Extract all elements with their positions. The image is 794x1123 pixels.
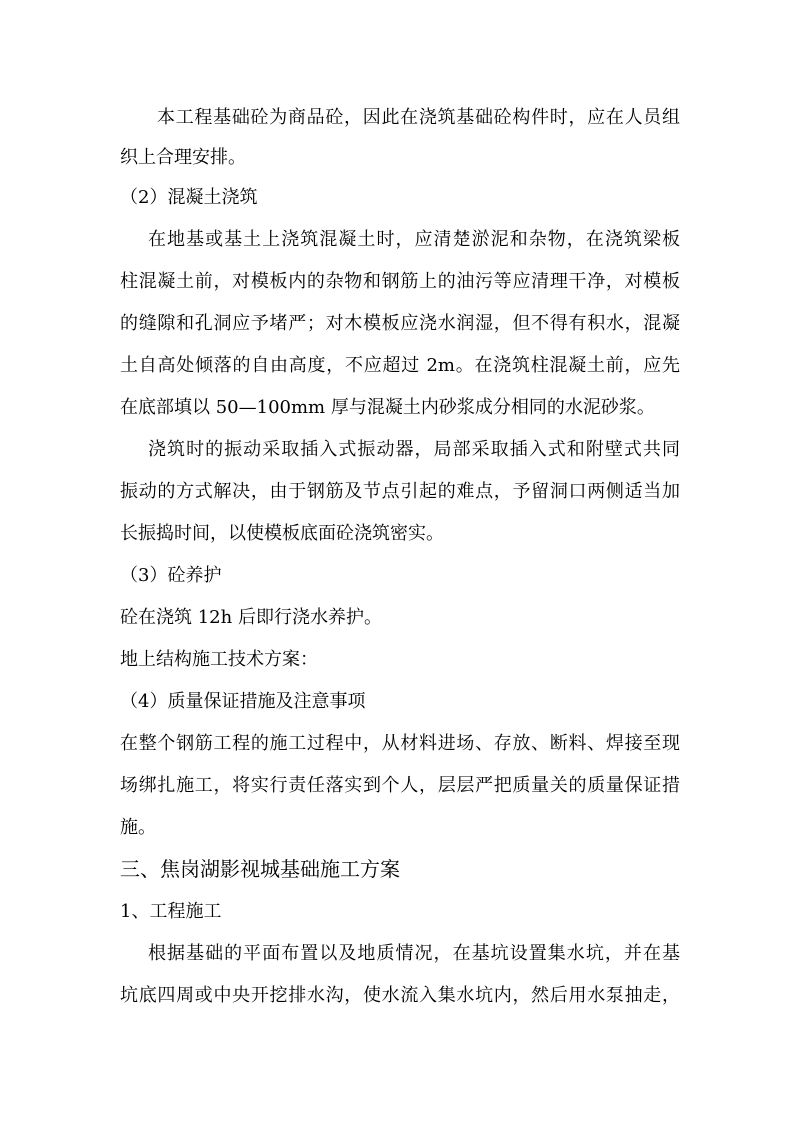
paragraph-line: 在地基或基土上浇筑混凝土时，应清楚淤泥和杂物，在浇筑梁板 <box>148 229 680 250</box>
section-heading-quality: （4）质量保证措施及注意事项 <box>120 691 366 712</box>
paragraph-line: 柱混凝土前，对模板内的杂物和钢筋上的油污等应清理干净，对模板 <box>120 271 680 292</box>
subsection-heading: 1、工程施工 <box>120 901 222 922</box>
section-heading-pour: （2）混凝土浇筑 <box>120 187 258 208</box>
section-heading-curing: （3）砼养护 <box>120 565 222 586</box>
chapter-heading: 三、焦岗湖影视城基础施工方案 <box>120 857 400 881</box>
paragraph-line: 织上合理安排。 <box>120 147 246 168</box>
paragraph-line: 在整个钢筋工程的施工过程中，从材料进场、存放、断料、焊接至现 <box>120 733 680 754</box>
paragraph-line: 场绑扎施工，将实行责任落实到个人，层层严把质量关的质量保证措 <box>120 775 680 796</box>
paragraph-line: 长振捣时间，以使模板底面砼浇筑密实。 <box>120 523 444 544</box>
paragraph-line: 振动的方式解决，由于钢筋及节点引起的难点，予留洞口两侧适当加 <box>120 481 680 502</box>
paragraph-line: 根据基础的平面布置以及地质情况，在基坑设置集水坑，并在基 <box>148 943 680 964</box>
paragraph-line: 坑底四周或中央开挖排水沟，使水流入集水坑内，然后用水泵抽走， <box>120 985 680 1006</box>
paragraph-line: 地上结构施工技术方案： <box>120 649 318 670</box>
paragraph-line: 本工程基础砼为商品砼，因此在浇筑基础砼构件时，应在人员组 <box>157 107 680 128</box>
paragraph-line: 在底部填以 50—100mm 厚与混凝土内砂浆成分相同的水泥砂浆。 <box>120 397 655 418</box>
paragraph-line: 浇筑时的振动采取插入式振动器，局部采取插入式和附壁式共同 <box>148 439 680 460</box>
paragraph-line: 土自高处倾落的自由高度，不应超过 2m。在浇筑柱混凝土前，应先 <box>120 355 680 376</box>
paragraph-line: 砼在浇筑 12h 后即行浇水养护。 <box>120 607 382 628</box>
paragraph-line: 的缝隙和孔洞应予堵严；对木模板应浇水润湿，但不得有积水，混凝 <box>120 313 680 334</box>
paragraph-line: 施。 <box>120 817 156 838</box>
